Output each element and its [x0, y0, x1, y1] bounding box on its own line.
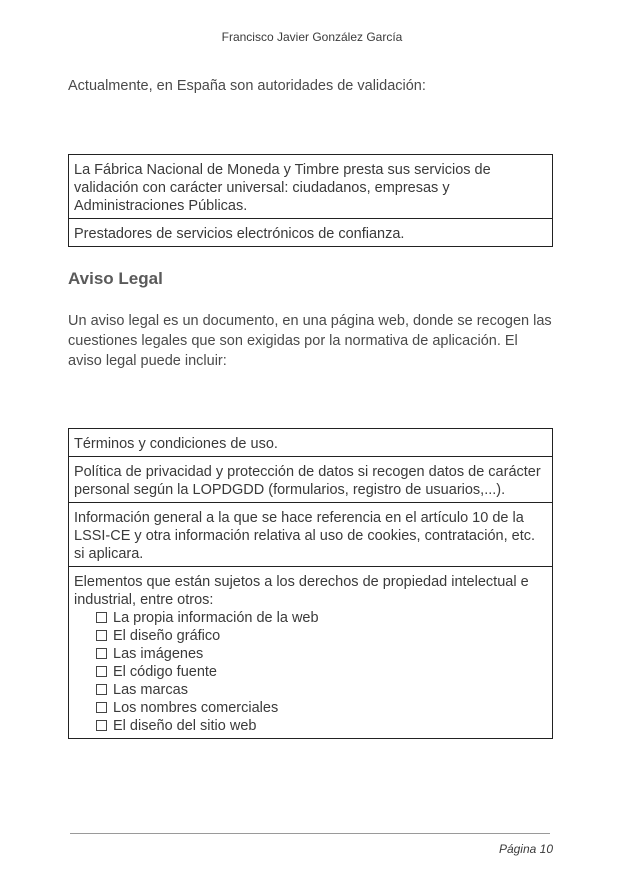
- table-cell: Información general a la que se hace referencia en el artículo 10 de la LSSI-CE y otra información relativa al uso de cookies, contratación, etc. si aplicara.: [69, 503, 553, 567]
- checklist-item: [96, 681, 547, 699]
- table-cell: La Fábrica Nacional de Moneda y Timbre presta sus servicios de validación con carácter universal: ciudadanos, empresas y Administraciones Públicas.: [69, 155, 553, 219]
- table-row: [69, 219, 553, 247]
- checklist-item: [96, 663, 547, 681]
- table-row: [69, 457, 553, 503]
- checklist-item-label: La propia información de la web: [113, 610, 319, 626]
- footer-divider: [70, 833, 550, 834]
- section-heading-aviso-legal: Aviso Legal: [68, 269, 163, 288]
- checklist-item: [96, 717, 547, 735]
- checklist-item-label: Los nombres comerciales: [113, 700, 279, 716]
- checklist-item-label: Las marcas: [113, 682, 188, 698]
- checkbox-icon: [96, 612, 107, 623]
- validation-authorities-table: [68, 154, 553, 247]
- checklist-item: [96, 627, 547, 645]
- intellectual-property-intro: Elementos que están sujetos a los derechos de propiedad intelectual e industrial, entre otros:: [74, 574, 529, 608]
- table-row: [69, 567, 553, 739]
- checklist-item-label: Las imágenes: [113, 646, 204, 662]
- legal-notice-contents-table: [68, 428, 553, 739]
- table-row: [69, 155, 553, 219]
- checklist-item: [96, 699, 547, 717]
- checklist-item: [96, 645, 547, 663]
- page-header-author: Francisco Javier González García: [221, 30, 403, 44]
- checkbox-icon: [96, 684, 107, 695]
- table-cell: Términos y condiciones de uso.: [69, 429, 553, 457]
- checkbox-icon: [96, 648, 107, 659]
- intellectual-property-checklist: [74, 609, 547, 735]
- intro-paragraph: Actualmente, en España son autoridades de validación:: [68, 78, 426, 94]
- table-cell: Prestadores de servicios electrónicos de confianza.: [69, 219, 553, 247]
- table-cell-intellectual-property: [69, 567, 553, 739]
- checkbox-icon: [96, 720, 107, 731]
- checkbox-icon: [96, 630, 107, 641]
- checklist-item-label: El código fuente: [113, 664, 217, 680]
- page-number: Página 10: [498, 842, 553, 856]
- table-row: [69, 429, 553, 457]
- table-cell: Política de privacidad y protección de datos si recogen datos de carácter personal según la LOPDGDD (formularios, registro de usuarios,...).: [69, 457, 553, 503]
- checkbox-icon: [96, 666, 107, 677]
- checklist-item-label: El diseño del sitio web: [113, 718, 257, 734]
- table-row: [69, 503, 553, 567]
- checklist-item-label: El diseño gráfico: [113, 628, 221, 644]
- aviso-legal-paragraph: Un aviso legal es un documento, en una página web, donde se recogen las cuestiones legales que son exigidas por la normativa de aplicación. El aviso legal puede incluir:: [68, 313, 552, 369]
- checklist-item: [96, 609, 547, 627]
- checkbox-icon: [96, 702, 107, 713]
